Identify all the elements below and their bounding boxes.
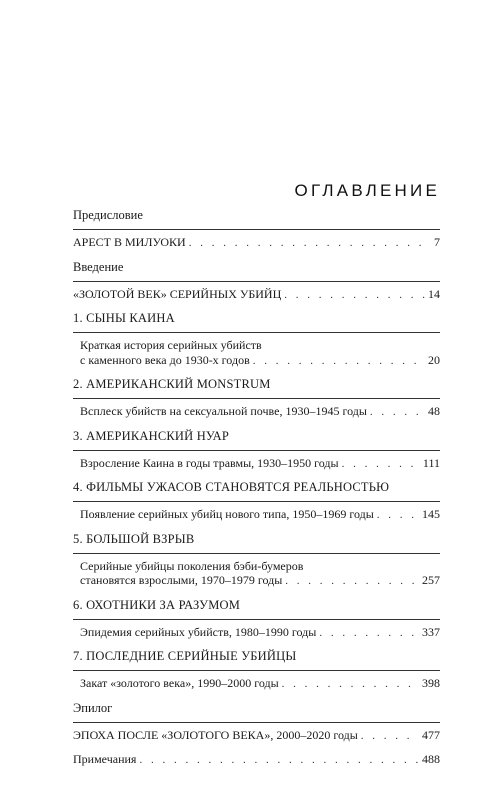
section-spacing: [73, 640, 440, 649]
section-spacing: [73, 692, 440, 701]
page-number: 20: [428, 352, 440, 367]
entry-text-line: с каменного века до 1930-х годов: [80, 352, 250, 367]
section-spacing: [73, 589, 440, 598]
dot-leader: [282, 677, 419, 692]
section-heading: Предисловие: [73, 208, 143, 222]
toc-entry[interactable]: [73, 507, 440, 523]
toc-section: [73, 532, 440, 589]
section-heading: 7. ПОСЛЕДНИЕ СЕРИЙНЫЕ УБИЙЦЫ: [73, 649, 297, 663]
section-divider: [73, 450, 440, 451]
entry-row: [73, 728, 440, 744]
section-heading: Введение: [73, 259, 124, 274]
dot-leader: [319, 626, 419, 641]
toc-section: [73, 260, 440, 303]
section-divider: [73, 398, 440, 399]
dot-leader: [370, 405, 425, 420]
section-divider: [73, 619, 440, 620]
entry-row: [80, 456, 440, 472]
page-number: 111: [422, 455, 440, 470]
toc-entry[interactable]: [73, 728, 440, 744]
section-spacing: [73, 368, 440, 377]
entry-text-line: Закат «золотого века», 1990–2000 годы: [80, 676, 279, 690]
page-title: ОГЛАВЛЕНИЕ: [294, 181, 440, 200]
toc-section: [73, 429, 440, 472]
entry-row: [80, 625, 440, 641]
section-heading: Эпилог: [73, 700, 113, 715]
section-divider: [73, 670, 440, 671]
toc-entry[interactable]: [73, 456, 440, 472]
toc-section: [73, 649, 440, 692]
section-spacing: [73, 743, 440, 752]
dot-leader: [284, 288, 425, 303]
page-number: 7: [434, 235, 440, 249]
entry-text-line: Появление серийных убийц нового типа, 1950–1969 годы: [80, 507, 374, 521]
page-number: 48: [428, 404, 440, 418]
entry-row: [73, 752, 440, 768]
entry-row: [80, 353, 440, 369]
section-spacing: [73, 420, 440, 429]
toc-section: [73, 480, 440, 523]
toc-section: [73, 311, 440, 368]
entry-text-line: Краткая история серийных убийств: [80, 338, 262, 352]
toc-section: [73, 377, 440, 420]
section-heading: 2. АМЕРИКАНСКИЙ MONSTRUM: [73, 377, 271, 391]
toc-entry[interactable]: [73, 287, 440, 303]
section-heading: 4. ФИЛЬМЫ УЖАСОВ СТАНОВЯТСЯ РЕАЛЬНОСТЬЮ: [73, 480, 390, 494]
entry-row: [73, 287, 440, 303]
section-spacing: [73, 471, 440, 480]
entry-row: [73, 235, 440, 251]
section-heading: 3. АМЕРИКАНСКИЙ НУАР: [73, 428, 229, 443]
table-of-contents: [73, 208, 440, 768]
entry-text-line: АРЕСТ В МИЛУОКИ: [73, 235, 186, 249]
dot-leader: [342, 457, 420, 472]
section-divider: [73, 229, 440, 230]
entry-text-line: ЭПОХА ПОСЛЕ «ЗОЛОТОГО ВЕКА», 2000–2020 годы: [73, 727, 358, 742]
dot-leader: [139, 753, 419, 768]
section-heading: 5. БОЛЬШОЙ ВЗРЫВ: [73, 531, 195, 546]
toc-entry[interactable]: [73, 338, 440, 368]
entry-row: [80, 573, 440, 589]
section-divider: [73, 501, 440, 502]
section-divider: [73, 553, 440, 554]
toc-entry[interactable]: [73, 404, 440, 420]
toc-entry-notes[interactable]: [73, 752, 440, 768]
page-number: 145: [422, 507, 440, 521]
toc-entry[interactable]: [73, 625, 440, 641]
section-heading: 6. ОХОТНИКИ ЗА РАЗУМОМ: [73, 597, 241, 612]
toc-section: [73, 208, 440, 251]
toc-entry[interactable]: [73, 676, 440, 692]
toc-entry[interactable]: [73, 235, 440, 251]
toc-section: [73, 598, 440, 641]
notes-label: Примечания: [73, 752, 137, 766]
section-spacing: [73, 251, 440, 260]
section-divider: [73, 722, 440, 723]
section-spacing: [73, 302, 440, 311]
page-number: 398: [422, 676, 440, 690]
entry-text-line: Эпидемия серийных убийств, 1980–1990 годы: [80, 624, 317, 639]
entry-text-line: Взросление Каина в годы травмы, 1930–1950 годы: [80, 455, 339, 470]
section-spacing: [73, 523, 440, 532]
dot-leader: [361, 729, 419, 744]
page-number: 257: [422, 573, 440, 587]
section-divider: [73, 281, 440, 282]
entry-row: [80, 404, 440, 420]
dot-leader: [285, 574, 419, 589]
page-number: 14: [428, 286, 440, 301]
entry-text-line: Серийные убийцы поколения бэби-бумеров: [80, 558, 304, 573]
section-divider: [73, 332, 440, 333]
page-number: 337: [422, 624, 440, 639]
entry-row: [80, 676, 440, 692]
page-number: 477: [422, 727, 440, 742]
dot-leader: [253, 354, 425, 369]
entry-text-line: Всплеск убийств на сексуальной почве, 1930–1945 годы: [80, 404, 367, 418]
toc-entry[interactable]: [73, 559, 440, 589]
section-heading: 1. СЫНЫ КАИНА: [73, 311, 175, 325]
entry-text-line: «ЗОЛОТОЙ ВЕК» СЕРИЙНЫХ УБИЙЦ: [73, 286, 282, 301]
entry-row: [80, 507, 440, 523]
page-number: 488: [422, 752, 440, 766]
dot-leader: [189, 236, 431, 251]
toc-section: [73, 701, 440, 744]
dot-leader: [377, 508, 419, 523]
entry-text-line: становятся взрослыми, 1970–1979 годы: [80, 573, 283, 587]
